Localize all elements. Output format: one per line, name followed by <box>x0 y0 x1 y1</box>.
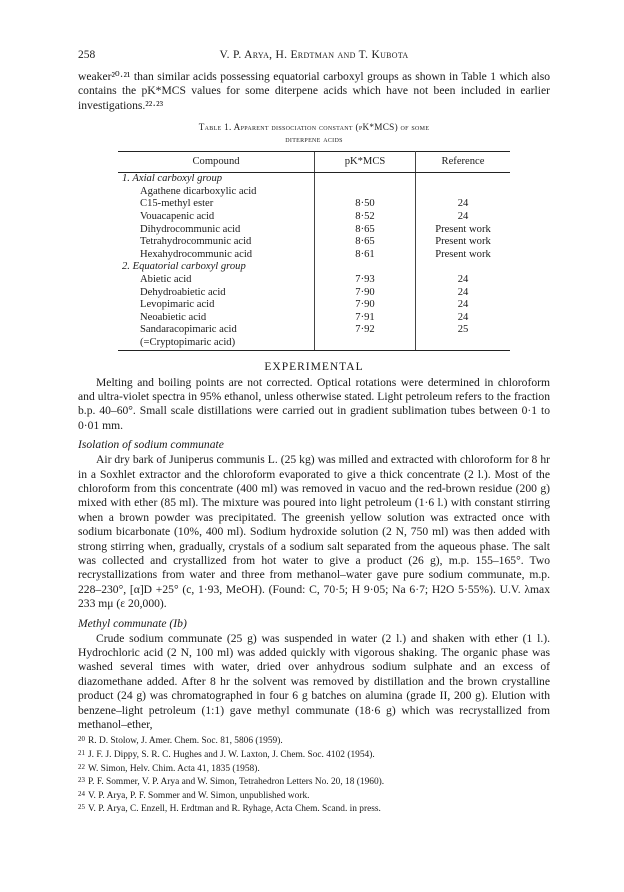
column-header-reference: Reference <box>416 152 511 173</box>
dissociation-constant-table <box>118 151 510 350</box>
reference-cell <box>416 173 511 186</box>
table-row <box>118 299 510 312</box>
table-row <box>118 224 510 237</box>
reference-cell: 24 <box>457 273 469 285</box>
pk-cell: 7·91 <box>315 312 416 325</box>
reference-cell: Present work <box>435 236 491 248</box>
reference-cell: Present work <box>435 248 491 260</box>
table-row <box>118 274 510 287</box>
pk-cell <box>315 261 416 274</box>
column-header-compound: Compound <box>118 152 315 173</box>
reference-number: 21 <box>78 749 85 758</box>
table-row <box>118 173 510 186</box>
reference-text: V. P. Arya, C. Enzell, H. Erdtman and R. Ryhage, Acta Chem. Scand. in press. <box>88 804 381 815</box>
reference-item <box>78 775 550 789</box>
compound-cell: (=Cryptopimaric acid) <box>118 337 315 350</box>
reference-cell: 24 <box>457 299 469 311</box>
reference-cell <box>416 186 511 199</box>
reference-text: R. D. Stolow, J. Amer. Chem. Soc. 81, 5806 (1959). <box>88 736 283 747</box>
table-row <box>118 312 510 325</box>
pk-cell <box>315 173 416 186</box>
table-caption <box>78 121 550 145</box>
table-row <box>118 186 510 199</box>
reference-number: 24 <box>78 789 85 798</box>
reference-text: P. F. Sommer, V. P. Arya and W. Simon, Tetrahedron Letters No. 20, 18 (1960). <box>88 777 385 788</box>
reference-number: 22 <box>78 762 85 771</box>
compound-cell: Agathene dicarboxylic acid <box>140 185 257 197</box>
pk-cell: 8·50 <box>315 198 416 211</box>
compound-cell: 1. Axial carboxyl group <box>122 173 223 185</box>
page-number: 258 <box>78 49 96 61</box>
table-row <box>118 249 510 262</box>
reference-text: W. Simon, Helv. Chim. Acta 41, 1835 (1958). <box>88 763 260 774</box>
reference-cell <box>416 337 511 350</box>
reference-item <box>78 802 550 816</box>
pk-cell <box>315 337 416 350</box>
page <box>78 46 550 816</box>
pk-cell: 7·92 <box>315 324 416 337</box>
table-caption-line1: Table 1. Apparent dissociation constant (pK*MCS) of some <box>198 122 430 133</box>
compound-cell: Levopimaric acid <box>140 299 215 311</box>
reference-text: V. P. Arya, P. F. Sommer and W. Simon, unpublished work. <box>88 790 310 801</box>
pk-cell: 8·65 <box>315 224 416 237</box>
compound-cell: Neoabietic acid <box>140 311 207 323</box>
isolation-paragraph: Air dry bark of Juniperus communis L. (25 kg) was milled and extracted with chloroform for 8 hr in a Soxhlet extractor and the chloroform evaporated to give a thick concentrate (2 l.). Most of the chloroform from this concentrate (400 ml) was removed in vacuo and the red-brown residue (200 g) mixed with ether (85 ml). The mixture was poured into light petroleum (1·6 l.) with constant stirring when a brown powder was precipitated. The greenish yellow solution was extracted once with sodium bicarbonate (10%, 400 ml). Sodium hydroxide solution (2 N, 750 ml) was then added with strong stirring when, gradually, crystals of a sodium salt separated from the aqueous phase. The salt was collected and crystallized from hot water to give a product (26 g), m.p. 155–165°. Two recrystallizations from water and three from methanol–water gave pure sodium communate, m.p. 228–230°, [α]D +25° (c, 1·93, MeOH). (Found: C, 70·5; H 9·05; Na 6·7; H2O 5·55%). U.V. λmax 233 mμ (ε 20,000). <box>78 453 550 611</box>
table-row <box>118 324 510 337</box>
experimental-heading: EXPERIMENTAL <box>264 360 364 373</box>
intro-paragraph: weaker²⁰·²¹ than similar acids possessing equatorial carboxyl groups as shown in Table 1 which also contains the pK*MCS values for some diterpene acids which have not been included in earlier investigations.²²·²³ <box>78 70 550 112</box>
reference-item <box>78 734 550 748</box>
reference-cell: 25 <box>457 324 469 336</box>
compound-cell: Dihydrocommunic acid <box>140 223 241 235</box>
compound-cell: 2. Equatorial carboxyl group <box>122 261 246 273</box>
compound-cell: Hexahydrocommunic acid <box>140 248 253 260</box>
pk-cell: 7·93 <box>315 274 416 287</box>
running-header <box>78 46 550 64</box>
pk-cell: 7·90 <box>315 287 416 300</box>
reference-number: 25 <box>78 803 85 812</box>
reference-number: 23 <box>78 776 85 785</box>
table-caption-line2: diterpene acids <box>285 134 343 145</box>
reference-number: 20 <box>78 735 85 744</box>
footnote-references <box>78 734 550 816</box>
compound-cell: Sandaracopimaric acid <box>140 324 237 336</box>
reference-item <box>78 748 550 762</box>
reference-cell: 24 <box>457 311 469 323</box>
reference-cell: 24 <box>457 198 469 210</box>
pk-cell: 7·90 <box>315 299 416 312</box>
methyl-communate-paragraph: Crude sodium communate (25 g) was suspended in water (2 l.) and shaken with ether (1 l.). Hydrochloric acid (2 N, 100 ml) was added quickly with vigorous shaking. The organic phase was washed several times with water, dried over anhydrous sodium sulphate and an excess of diazomethane added. After 8 hr the solvent was removed by distillation and the brown crystalline product (24 g) was chromatographed in four 6 g batches on alumina (grade II, 200 g). Elution with benzene–light petroleum (1:1) gave methyl communate (18·6 g) which was recrystallized from methanol–ether, <box>78 631 550 732</box>
table-header-row <box>118 152 510 173</box>
reference-cell: 24 <box>457 211 469 222</box>
table-row <box>118 211 510 224</box>
experimental-paragraph: Melting and boiling points are not corrected. Optical rotations were determined in chloroform and ultra-violet spectra in 95% ethanol, unless otherwise stated. Light petroleum refers to the fraction b.p. 40–60°. Small scale distillations were carried out in gradient sublimation tubes between 0·1 to 0·01 mm. <box>78 375 550 432</box>
column-header-pk: pK*MCS <box>315 152 416 173</box>
compound-cell: Tetrahydrocommunic acid <box>140 236 252 248</box>
pk-cell: 8·61 <box>315 249 416 262</box>
compound-cell: C15-methyl ester <box>140 198 214 210</box>
pk-cell: 8·52 <box>315 211 416 224</box>
running-header-authors: V. P. Arya, H. Erdtman and T. Kubota <box>219 49 409 61</box>
compound-cell: Vouacapenic acid <box>140 211 215 222</box>
pk-cell: 8·65 <box>315 236 416 249</box>
reference-item <box>78 789 550 803</box>
table-row <box>118 198 510 211</box>
reference-cell: 24 <box>457 286 469 298</box>
methyl-communate-heading: Methyl communate (Ib) <box>78 616 187 630</box>
table-row <box>118 337 510 350</box>
reference-cell: Present work <box>435 223 491 235</box>
table-row <box>118 287 510 300</box>
reference-text: J. F. J. Dippy, S. R. C. Hughes and J. W. Laxton, J. Chem. Soc. 4102 (1954). <box>88 750 375 761</box>
pk-cell <box>315 186 416 199</box>
table-row <box>118 261 510 274</box>
reference-item <box>78 762 550 776</box>
compound-cell: Abietic acid <box>140 273 192 285</box>
table-body <box>118 173 510 350</box>
isolation-heading: Isolation of sodium communate <box>78 438 224 452</box>
compound-cell: Dehydroabietic acid <box>140 286 226 298</box>
table-row <box>118 236 510 249</box>
reference-cell <box>416 261 511 274</box>
